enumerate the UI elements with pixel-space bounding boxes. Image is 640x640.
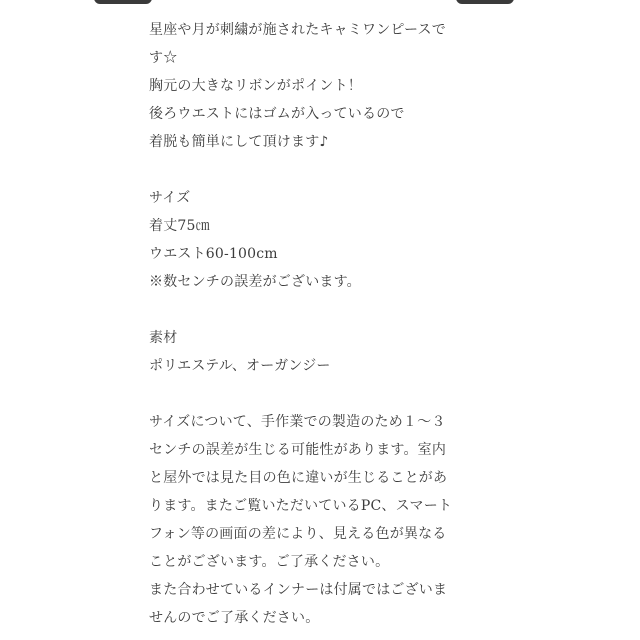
- disclaimer-line: サイズについて、手作業での製造のため１～３: [149, 414, 446, 430]
- blank-line: [149, 156, 499, 184]
- disclaimer-line: と屋外では見た目の色に違いが生じることがあ: [149, 470, 448, 486]
- blank-line: [149, 296, 499, 324]
- inner-note-line: また合わせているインナーは付属ではございま: [149, 582, 448, 598]
- description-line: 着脱も簡単にして頂けます♪: [149, 134, 329, 150]
- description-line: 星座や月が刺繍が施されたキャミワンピースで: [149, 22, 446, 38]
- disclaimer-line: ことがございます。ご了承ください。: [149, 554, 390, 570]
- size-heading: サイズ: [149, 190, 191, 206]
- waist-value: ウエスト60-100cm: [149, 246, 278, 262]
- top-left-tab[interactable]: [94, 0, 152, 4]
- disclaimer-line: ります。またご覧いただいているPC、スマート: [149, 498, 453, 514]
- length-value: 着丈75㎝: [149, 218, 210, 234]
- description-line: 胸元の大きなリボンがポイント！: [149, 78, 362, 94]
- top-right-tab[interactable]: [456, 0, 514, 4]
- material-heading: 素材: [149, 330, 178, 346]
- description-line: す☆: [149, 50, 178, 66]
- blank-line: [149, 380, 499, 408]
- disclaimer-line: フォン等の画面の差により、見える色が異なる: [149, 526, 447, 542]
- inner-note-line: せんのでご了承ください。: [149, 610, 320, 626]
- product-description: [149, 16, 499, 632]
- material-value: ポリエステル、オーガンジー: [149, 358, 331, 374]
- disclaimer-line: センチの誤差が生じる可能性があります。室内: [149, 442, 447, 458]
- description-line: 後ろウエストにはゴムが入っているので: [149, 106, 405, 122]
- size-note: ※数センチの誤差がございます。: [149, 274, 361, 290]
